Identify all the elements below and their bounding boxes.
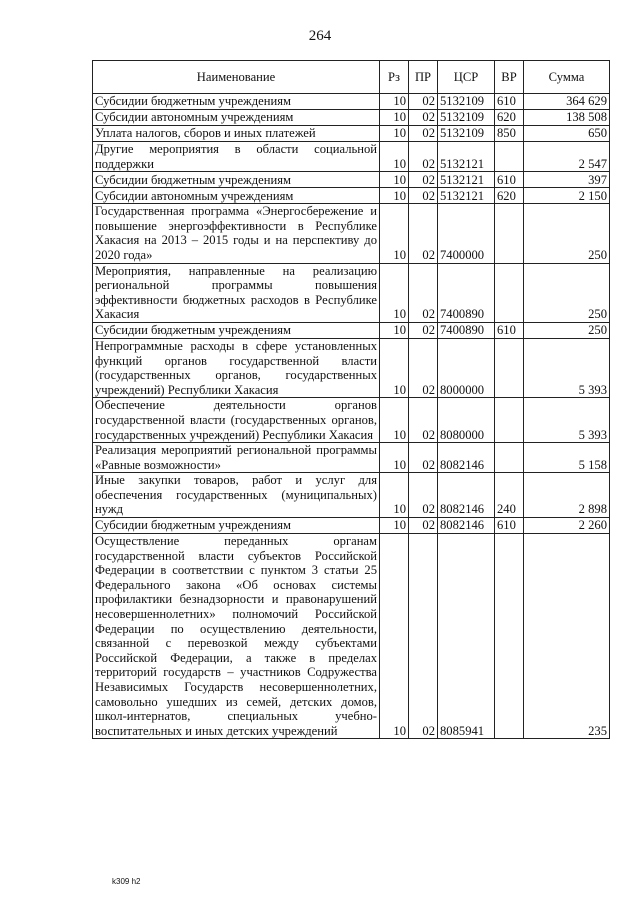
row-vr — [495, 534, 524, 739]
row-vr — [495, 338, 524, 397]
table-row — [93, 338, 610, 397]
row-name: Субсидии автономным учреждениям — [93, 110, 380, 126]
row-rz: 10 — [380, 338, 409, 397]
row-sum: 250 — [524, 204, 610, 263]
row-rz: 10 — [380, 473, 409, 518]
table-row — [93, 518, 610, 534]
row-name: Мероприятия, направленные на реализацию региональной программы повышения эффективности бюджетных расходов в Республике Хакасия — [93, 263, 380, 322]
row-name: Уплата налогов, сборов и иных платежей — [93, 126, 380, 142]
row-vr: 610 — [495, 172, 524, 188]
table-row — [93, 534, 610, 739]
footer-code: k309 h2 — [112, 877, 141, 886]
row-csr: 8080000 — [438, 398, 495, 443]
row-pr: 02 — [409, 443, 438, 473]
row-rz: 10 — [380, 94, 409, 110]
row-csr: 5132109 — [438, 126, 495, 142]
row-sum: 5 393 — [524, 398, 610, 443]
row-name: Непрограммные расходы в сфере установленных функций органов государственной власти (государственных органов, государственных учреждений) Республики Хакасия — [93, 338, 380, 397]
row-name: Обеспечение деятельности органов государственной власти (государственных органов, государственных учреждений) Республики Хакасия — [93, 398, 380, 443]
table-row — [93, 443, 610, 473]
row-rz: 10 — [380, 204, 409, 263]
table-row — [93, 398, 610, 443]
header-vr: ВР — [495, 61, 524, 94]
row-sum: 138 508 — [524, 110, 610, 126]
row-sum: 2 150 — [524, 188, 610, 204]
row-csr: 8085941 — [438, 534, 495, 739]
row-csr: 8000000 — [438, 338, 495, 397]
row-sum: 650 — [524, 126, 610, 142]
row-pr: 02 — [409, 204, 438, 263]
row-vr: 620 — [495, 188, 524, 204]
row-vr: 240 — [495, 473, 524, 518]
row-rz: 10 — [380, 110, 409, 126]
row-rz: 10 — [380, 126, 409, 142]
row-rz: 10 — [380, 142, 409, 172]
row-csr: 5132121 — [438, 172, 495, 188]
row-vr — [495, 398, 524, 443]
table-row — [93, 94, 610, 110]
row-pr: 02 — [409, 94, 438, 110]
header-csr: ЦСР — [438, 61, 495, 94]
row-pr: 02 — [409, 473, 438, 518]
row-rz: 10 — [380, 443, 409, 473]
table-row — [93, 172, 610, 188]
row-sum: 250 — [524, 322, 610, 338]
row-name: Осуществление переданных органам государственной власти субъектов Российской Федерации в соответствии с пунктом 3 статьи 25 Федерального закона «Об основах системы профилактики безнадзорности и правонарушений несовершеннолетних» полномочий Российской Федерации по осуществлению деятельности, связанной с перевозкой между субъектами Российской Федерации, а также в пределах территорий государств – участников Содружества Независимых Государств несовершеннолетних, самовольно ушедших из семей, детских домов, школ-интернатов, специальных учебно-воспитательных и иных детских учреждений — [93, 534, 380, 739]
row-vr: 610 — [495, 322, 524, 338]
row-vr — [495, 443, 524, 473]
row-sum: 2 898 — [524, 473, 610, 518]
row-name: Иные закупки товаров, работ и услуг для обеспечения государственных (муниципальных) нужд — [93, 473, 380, 518]
row-csr: 8082146 — [438, 518, 495, 534]
row-vr: 610 — [495, 518, 524, 534]
row-pr: 02 — [409, 322, 438, 338]
table-row — [93, 263, 610, 322]
row-rz: 10 — [380, 188, 409, 204]
row-name: Реализация мероприятий региональной программы «Равные возможности» — [93, 443, 380, 473]
row-name: Субсидии бюджетным учреждениям — [93, 518, 380, 534]
row-csr: 7400890 — [438, 322, 495, 338]
row-rz: 10 — [380, 322, 409, 338]
row-sum: 5 393 — [524, 338, 610, 397]
row-vr: 620 — [495, 110, 524, 126]
row-pr: 02 — [409, 263, 438, 322]
row-pr: 02 — [409, 110, 438, 126]
row-pr: 02 — [409, 126, 438, 142]
row-sum: 397 — [524, 172, 610, 188]
table-row — [93, 142, 610, 172]
table-row — [93, 110, 610, 126]
row-pr: 02 — [409, 534, 438, 739]
table-row — [93, 322, 610, 338]
row-sum: 2 547 — [524, 142, 610, 172]
row-csr: 7400890 — [438, 263, 495, 322]
table-row — [93, 126, 610, 142]
row-csr: 5132109 — [438, 110, 495, 126]
row-sum: 2 260 — [524, 518, 610, 534]
header-rz: Рз — [380, 61, 409, 94]
table-row — [93, 188, 610, 204]
header-sum: Сумма — [524, 61, 610, 94]
page-number: 264 — [308, 28, 332, 44]
row-csr: 7400000 — [438, 204, 495, 263]
row-pr: 02 — [409, 518, 438, 534]
row-vr — [495, 263, 524, 322]
row-vr: 610 — [495, 94, 524, 110]
row-csr: 5132109 — [438, 94, 495, 110]
row-vr — [495, 142, 524, 172]
row-csr: 8082146 — [438, 443, 495, 473]
row-vr — [495, 204, 524, 263]
row-name: Субсидии бюджетным учреждениям — [93, 322, 380, 338]
row-vr: 850 — [495, 126, 524, 142]
row-rz: 10 — [380, 398, 409, 443]
row-pr: 02 — [409, 398, 438, 443]
row-rz: 10 — [380, 263, 409, 322]
row-sum: 235 — [524, 534, 610, 739]
table-row — [93, 204, 610, 263]
header-pr: ПР — [409, 61, 438, 94]
row-csr: 5132121 — [438, 142, 495, 172]
row-rz: 10 — [380, 518, 409, 534]
row-csr: 8082146 — [438, 473, 495, 518]
row-name: Другие мероприятия в области социальной поддержки — [93, 142, 380, 172]
table-header-row — [93, 61, 610, 94]
row-sum: 250 — [524, 263, 610, 322]
row-sum: 364 629 — [524, 94, 610, 110]
row-pr: 02 — [409, 142, 438, 172]
row-name: Субсидии бюджетным учреждениям — [93, 172, 380, 188]
header-name: Наименование — [93, 61, 380, 94]
row-rz: 10 — [380, 172, 409, 188]
row-rz: 10 — [380, 534, 409, 739]
row-pr: 02 — [409, 338, 438, 397]
row-pr: 02 — [409, 172, 438, 188]
row-csr: 5132121 — [438, 188, 495, 204]
budget-table — [92, 60, 610, 739]
row-name: Государственная программа «Энергосбережение и повышение энергоэффективности в Республике Хакасия на 2013 – 2015 годы и на перспективу до 2020 года» — [93, 204, 380, 263]
row-sum: 5 158 — [524, 443, 610, 473]
table-row — [93, 473, 610, 518]
row-name: Субсидии автономным учреждениям — [93, 188, 380, 204]
row-pr: 02 — [409, 188, 438, 204]
row-name: Субсидии бюджетным учреждениям — [93, 94, 380, 110]
